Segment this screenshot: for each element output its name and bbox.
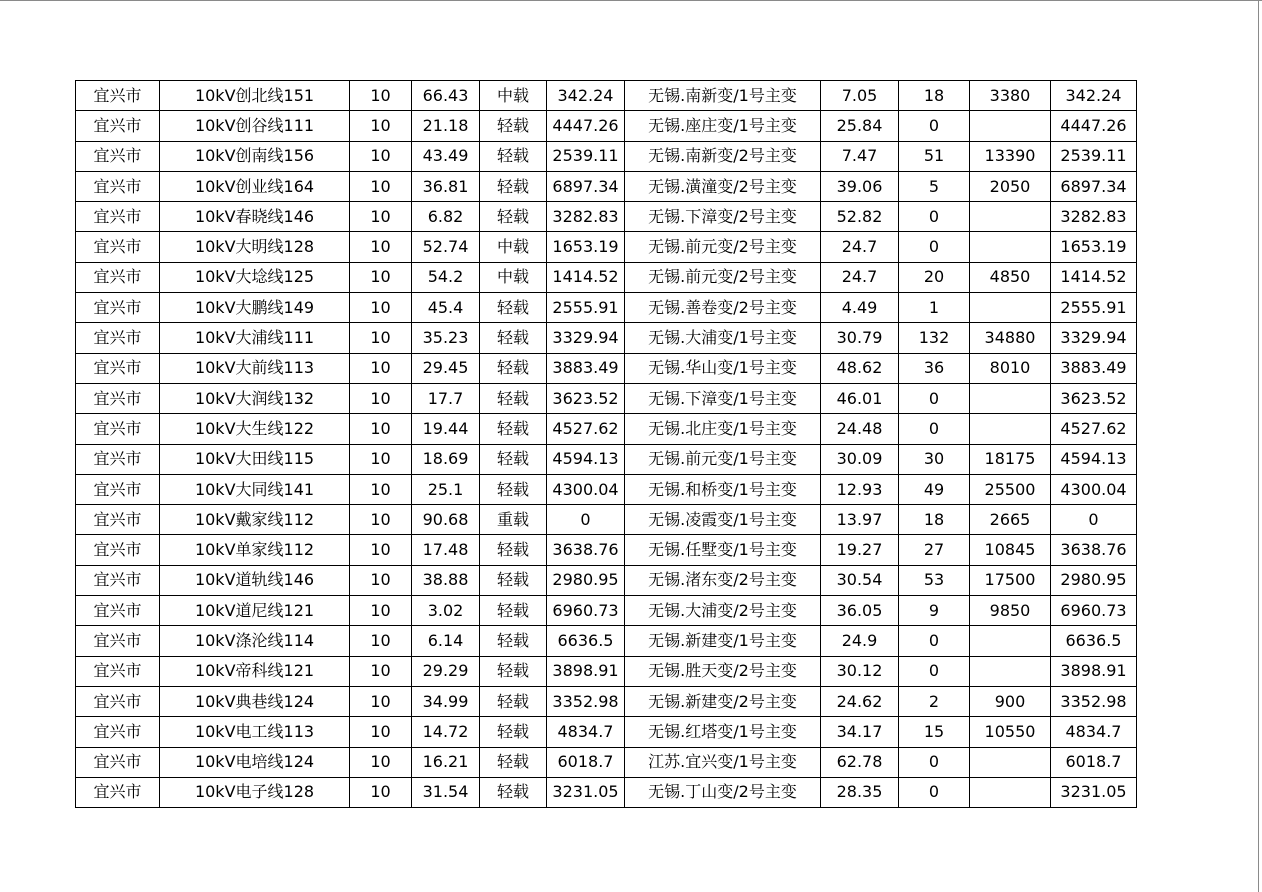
city-cell: 宜兴市 <box>76 777 160 807</box>
substation-rate-cell: 30.09 <box>821 444 899 474</box>
table-row <box>76 232 1137 262</box>
load-status-cell: 中载 <box>480 81 547 111</box>
table-row <box>76 414 1137 444</box>
count-cell: 18 <box>899 81 970 111</box>
substation-rate-cell: 30.54 <box>821 565 899 595</box>
table-row <box>76 111 1137 141</box>
city-cell: 宜兴市 <box>76 414 160 444</box>
substation-rate-cell: 7.05 <box>821 81 899 111</box>
capacity-repeat-cell: 6897.34 <box>1051 171 1137 201</box>
voltage-cell: 10 <box>350 323 412 353</box>
amount-cell: 10845 <box>970 535 1051 565</box>
substation-cell: 无锡.华山变/1号主变 <box>625 353 821 383</box>
amount-cell <box>970 656 1051 686</box>
amount-cell: 34880 <box>970 323 1051 353</box>
table-row <box>76 717 1137 747</box>
substation-rate-cell: 19.27 <box>821 535 899 565</box>
voltage-cell: 10 <box>350 444 412 474</box>
voltage-cell: 10 <box>350 353 412 383</box>
substation-rate-cell: 30.12 <box>821 656 899 686</box>
voltage-cell: 10 <box>350 535 412 565</box>
amount-cell: 17500 <box>970 565 1051 595</box>
capacity-cell: 6636.5 <box>547 626 625 656</box>
line-name-cell: 10kV道尼线121 <box>160 596 350 626</box>
substation-rate-cell: 24.7 <box>821 262 899 292</box>
voltage-cell: 10 <box>350 383 412 413</box>
substation-cell: 无锡.北庄变/1号主变 <box>625 414 821 444</box>
capacity-cell: 4447.26 <box>547 111 625 141</box>
voltage-cell: 10 <box>350 565 412 595</box>
capacity-cell: 2555.91 <box>547 293 625 323</box>
load-rate-cell: 19.44 <box>412 414 480 444</box>
table-row <box>76 626 1137 656</box>
capacity-cell: 3352.98 <box>547 686 625 716</box>
substation-rate-cell: 25.84 <box>821 111 899 141</box>
capacity-cell: 0 <box>547 505 625 535</box>
count-cell: 51 <box>899 141 970 171</box>
capacity-repeat-cell: 3638.76 <box>1051 535 1137 565</box>
load-status-cell: 轻载 <box>480 323 547 353</box>
count-cell: 0 <box>899 414 970 444</box>
load-rate-cell: 29.45 <box>412 353 480 383</box>
amount-cell: 2665 <box>970 505 1051 535</box>
substation-rate-cell: 30.79 <box>821 323 899 353</box>
load-rate-cell: 90.68 <box>412 505 480 535</box>
capacity-repeat-cell: 4447.26 <box>1051 111 1137 141</box>
load-status-cell: 重载 <box>480 505 547 535</box>
substation-rate-cell: 24.62 <box>821 686 899 716</box>
amount-cell <box>970 293 1051 323</box>
load-status-cell: 轻载 <box>480 535 547 565</box>
amount-cell <box>970 202 1051 232</box>
city-cell: 宜兴市 <box>76 293 160 323</box>
city-cell: 宜兴市 <box>76 717 160 747</box>
voltage-cell: 10 <box>350 656 412 686</box>
capacity-cell: 6897.34 <box>547 171 625 201</box>
line-name-cell: 10kV帝科线121 <box>160 656 350 686</box>
table-row <box>76 535 1137 565</box>
capacity-cell: 1414.52 <box>547 262 625 292</box>
amount-cell <box>970 232 1051 262</box>
capacity-cell: 2980.95 <box>547 565 625 595</box>
load-rate-cell: 14.72 <box>412 717 480 747</box>
load-rate-cell: 38.88 <box>412 565 480 595</box>
city-cell: 宜兴市 <box>76 353 160 383</box>
load-status-cell: 轻载 <box>480 565 547 595</box>
load-rate-cell: 6.14 <box>412 626 480 656</box>
substation-cell: 无锡.大浦变/2号主变 <box>625 596 821 626</box>
amount-cell <box>970 414 1051 444</box>
load-rate-cell: 17.48 <box>412 535 480 565</box>
amount-cell <box>970 383 1051 413</box>
substation-rate-cell: 13.97 <box>821 505 899 535</box>
substation-cell: 无锡.前元变/2号主变 <box>625 232 821 262</box>
load-rate-cell: 54.2 <box>412 262 480 292</box>
voltage-cell: 10 <box>350 262 412 292</box>
count-cell: 15 <box>899 717 970 747</box>
capacity-cell: 2539.11 <box>547 141 625 171</box>
substation-cell: 无锡.潢潼变/2号主变 <box>625 171 821 201</box>
table-row <box>76 81 1137 111</box>
table-row <box>76 565 1137 595</box>
line-name-cell: 10kV春晓线146 <box>160 202 350 232</box>
voltage-cell: 10 <box>350 474 412 504</box>
load-status-cell: 轻载 <box>480 444 547 474</box>
capacity-repeat-cell: 342.24 <box>1051 81 1137 111</box>
table-row <box>76 596 1137 626</box>
count-cell: 49 <box>899 474 970 504</box>
capacity-repeat-cell: 3329.94 <box>1051 323 1137 353</box>
table-row <box>76 353 1137 383</box>
city-cell: 宜兴市 <box>76 444 160 474</box>
capacity-repeat-cell: 3898.91 <box>1051 656 1137 686</box>
capacity-cell: 6960.73 <box>547 596 625 626</box>
table-row <box>76 747 1137 777</box>
voltage-cell: 10 <box>350 414 412 444</box>
substation-rate-cell: 24.9 <box>821 626 899 656</box>
line-name-cell: 10kV大埝线125 <box>160 262 350 292</box>
load-rate-cell: 6.82 <box>412 202 480 232</box>
substation-rate-cell: 48.62 <box>821 353 899 383</box>
load-status-cell: 轻载 <box>480 202 547 232</box>
load-rate-cell: 43.49 <box>412 141 480 171</box>
capacity-repeat-cell: 3623.52 <box>1051 383 1137 413</box>
count-cell: 0 <box>899 656 970 686</box>
capacity-repeat-cell: 1653.19 <box>1051 232 1137 262</box>
table-row <box>76 202 1137 232</box>
load-status-cell: 轻载 <box>480 111 547 141</box>
capacity-cell: 342.24 <box>547 81 625 111</box>
substation-cell: 无锡.南新变/1号主变 <box>625 81 821 111</box>
line-name-cell: 10kV涤沦线114 <box>160 626 350 656</box>
load-rate-cell: 34.99 <box>412 686 480 716</box>
capacity-repeat-cell: 3282.83 <box>1051 202 1137 232</box>
amount-cell: 900 <box>970 686 1051 716</box>
line-name-cell: 10kV创谷线111 <box>160 111 350 141</box>
capacity-cell: 3898.91 <box>547 656 625 686</box>
page-top-border <box>0 0 1262 1</box>
amount-cell: 4850 <box>970 262 1051 292</box>
count-cell: 53 <box>899 565 970 595</box>
substation-cell: 无锡.下漳变/1号主变 <box>625 383 821 413</box>
substation-cell: 无锡.下漳变/2号主变 <box>625 202 821 232</box>
line-name-cell: 10kV戴家线112 <box>160 505 350 535</box>
load-status-cell: 轻载 <box>480 777 547 807</box>
substation-cell: 无锡.大浦变/1号主变 <box>625 323 821 353</box>
city-cell: 宜兴市 <box>76 656 160 686</box>
load-status-cell: 轻载 <box>480 656 547 686</box>
amount-cell: 13390 <box>970 141 1051 171</box>
city-cell: 宜兴市 <box>76 383 160 413</box>
voltage-cell: 10 <box>350 596 412 626</box>
count-cell: 0 <box>899 202 970 232</box>
city-cell: 宜兴市 <box>76 626 160 656</box>
count-cell: 30 <box>899 444 970 474</box>
capacity-repeat-cell: 2539.11 <box>1051 141 1137 171</box>
substation-rate-cell: 39.06 <box>821 171 899 201</box>
table-row <box>76 383 1137 413</box>
capacity-repeat-cell: 2980.95 <box>1051 565 1137 595</box>
capacity-repeat-cell: 3231.05 <box>1051 777 1137 807</box>
city-cell: 宜兴市 <box>76 141 160 171</box>
table-row <box>76 141 1137 171</box>
load-rate-cell: 52.74 <box>412 232 480 262</box>
amount-cell: 10550 <box>970 717 1051 747</box>
load-status-cell: 轻载 <box>480 474 547 504</box>
city-cell: 宜兴市 <box>76 323 160 353</box>
voltage-cell: 10 <box>350 505 412 535</box>
city-cell: 宜兴市 <box>76 474 160 504</box>
amount-cell <box>970 111 1051 141</box>
voltage-cell: 10 <box>350 686 412 716</box>
table-row <box>76 262 1137 292</box>
line-name-cell: 10kV大浦线111 <box>160 323 350 353</box>
city-cell: 宜兴市 <box>76 505 160 535</box>
count-cell: 27 <box>899 535 970 565</box>
capacity-cell: 3282.83 <box>547 202 625 232</box>
voltage-cell: 10 <box>350 111 412 141</box>
page-right-border <box>1258 0 1259 892</box>
substation-cell: 无锡.任墅变/1号主变 <box>625 535 821 565</box>
voltage-cell: 10 <box>350 81 412 111</box>
count-cell: 36 <box>899 353 970 383</box>
capacity-repeat-cell: 4300.04 <box>1051 474 1137 504</box>
load-status-cell: 轻载 <box>480 686 547 716</box>
line-name-cell: 10kV单家线112 <box>160 535 350 565</box>
line-name-cell: 10kV创南线156 <box>160 141 350 171</box>
load-status-cell: 轻载 <box>480 293 547 323</box>
count-cell: 18 <box>899 505 970 535</box>
substation-cell: 无锡.渚东变/2号主变 <box>625 565 821 595</box>
substation-rate-cell: 4.49 <box>821 293 899 323</box>
load-rate-cell: 17.7 <box>412 383 480 413</box>
substation-rate-cell: 28.35 <box>821 777 899 807</box>
load-status-cell: 中载 <box>480 232 547 262</box>
city-cell: 宜兴市 <box>76 596 160 626</box>
voltage-cell: 10 <box>350 232 412 262</box>
line-name-cell: 10kV创业线164 <box>160 171 350 201</box>
load-status-cell: 轻载 <box>480 383 547 413</box>
capacity-repeat-cell: 6018.7 <box>1051 747 1137 777</box>
substation-cell: 无锡.和桥变/1号主变 <box>625 474 821 504</box>
line-name-cell: 10kV大田线115 <box>160 444 350 474</box>
capacity-cell: 3638.76 <box>547 535 625 565</box>
capacity-repeat-cell: 6636.5 <box>1051 626 1137 656</box>
line-name-cell: 10kV典巷线124 <box>160 686 350 716</box>
city-cell: 宜兴市 <box>76 262 160 292</box>
count-cell: 0 <box>899 747 970 777</box>
load-status-cell: 中载 <box>480 262 547 292</box>
load-status-cell: 轻载 <box>480 353 547 383</box>
capacity-cell: 4527.62 <box>547 414 625 444</box>
amount-cell: 8010 <box>970 353 1051 383</box>
table-row <box>76 777 1137 807</box>
substation-cell: 无锡.红塔变/1号主变 <box>625 717 821 747</box>
line-name-cell: 10kV大润线132 <box>160 383 350 413</box>
substation-rate-cell: 46.01 <box>821 383 899 413</box>
load-status-cell: 轻载 <box>480 141 547 171</box>
load-rate-cell: 25.1 <box>412 474 480 504</box>
line-name-cell: 10kV大明线128 <box>160 232 350 262</box>
table-row <box>76 444 1137 474</box>
voltage-cell: 10 <box>350 202 412 232</box>
line-name-cell: 10kV道轨线146 <box>160 565 350 595</box>
city-cell: 宜兴市 <box>76 202 160 232</box>
city-cell: 宜兴市 <box>76 686 160 716</box>
load-rate-cell: 3.02 <box>412 596 480 626</box>
substation-cell: 无锡.丁山变/2号主变 <box>625 777 821 807</box>
capacity-repeat-cell: 4527.62 <box>1051 414 1137 444</box>
capacity-cell: 3329.94 <box>547 323 625 353</box>
load-status-cell: 轻载 <box>480 414 547 444</box>
load-rate-cell: 31.54 <box>412 777 480 807</box>
count-cell: 5 <box>899 171 970 201</box>
load-rate-cell: 35.23 <box>412 323 480 353</box>
voltage-cell: 10 <box>350 171 412 201</box>
count-cell: 0 <box>899 383 970 413</box>
substation-rate-cell: 24.7 <box>821 232 899 262</box>
city-cell: 宜兴市 <box>76 111 160 141</box>
substation-cell: 无锡.前元变/2号主变 <box>625 262 821 292</box>
capacity-repeat-cell: 0 <box>1051 505 1137 535</box>
voltage-cell: 10 <box>350 747 412 777</box>
line-name-cell: 10kV电培线124 <box>160 747 350 777</box>
count-cell: 20 <box>899 262 970 292</box>
substation-rate-cell: 34.17 <box>821 717 899 747</box>
table-row <box>76 686 1137 716</box>
load-rate-cell: 36.81 <box>412 171 480 201</box>
count-cell: 9 <box>899 596 970 626</box>
capacity-repeat-cell: 6960.73 <box>1051 596 1137 626</box>
substation-cell: 无锡.南新变/2号主变 <box>625 141 821 171</box>
substation-cell: 无锡.新建变/1号主变 <box>625 626 821 656</box>
amount-cell: 25500 <box>970 474 1051 504</box>
substation-cell: 无锡.前元变/1号主变 <box>625 444 821 474</box>
substation-cell: 无锡.凌霞变/1号主变 <box>625 505 821 535</box>
amount-cell <box>970 747 1051 777</box>
substation-rate-cell: 52.82 <box>821 202 899 232</box>
capacity-cell: 4834.7 <box>547 717 625 747</box>
capacity-cell: 4594.13 <box>547 444 625 474</box>
substation-cell: 无锡.新建变/2号主变 <box>625 686 821 716</box>
capacity-cell: 1653.19 <box>547 232 625 262</box>
count-cell: 132 <box>899 323 970 353</box>
capacity-cell: 3623.52 <box>547 383 625 413</box>
line-name-cell: 10kV大同线141 <box>160 474 350 504</box>
substation-cell: 无锡.善卷变/2号主变 <box>625 293 821 323</box>
line-name-cell: 10kV大生线122 <box>160 414 350 444</box>
table-row <box>76 474 1137 504</box>
load-status-cell: 轻载 <box>480 171 547 201</box>
substation-rate-cell: 62.78 <box>821 747 899 777</box>
count-cell: 0 <box>899 111 970 141</box>
capacity-cell: 4300.04 <box>547 474 625 504</box>
substation-cell: 江苏.宜兴变/1号主变 <box>625 747 821 777</box>
amount-cell: 3380 <box>970 81 1051 111</box>
capacity-cell: 6018.7 <box>547 747 625 777</box>
capacity-repeat-cell: 3883.49 <box>1051 353 1137 383</box>
count-cell: 0 <box>899 777 970 807</box>
load-rate-cell: 45.4 <box>412 293 480 323</box>
substation-rate-cell: 36.05 <box>821 596 899 626</box>
voltage-cell: 10 <box>350 626 412 656</box>
load-rate-cell: 66.43 <box>412 81 480 111</box>
amount-cell: 9850 <box>970 596 1051 626</box>
count-cell: 1 <box>899 293 970 323</box>
substation-rate-cell: 24.48 <box>821 414 899 444</box>
line-name-cell: 10kV大鹏线149 <box>160 293 350 323</box>
voltage-cell: 10 <box>350 717 412 747</box>
line-name-cell: 10kV创北线151 <box>160 81 350 111</box>
table-body <box>76 81 1137 808</box>
substation-cell: 无锡.座庄变/1号主变 <box>625 111 821 141</box>
capacity-repeat-cell: 4834.7 <box>1051 717 1137 747</box>
capacity-repeat-cell: 1414.52 <box>1051 262 1137 292</box>
city-cell: 宜兴市 <box>76 81 160 111</box>
table-row <box>76 323 1137 353</box>
table-row <box>76 656 1137 686</box>
substation-rate-cell: 12.93 <box>821 474 899 504</box>
load-rate-cell: 18.69 <box>412 444 480 474</box>
line-name-cell: 10kV电子线128 <box>160 777 350 807</box>
city-cell: 宜兴市 <box>76 535 160 565</box>
load-status-cell: 轻载 <box>480 626 547 656</box>
count-cell: 2 <box>899 686 970 716</box>
load-status-cell: 轻载 <box>480 717 547 747</box>
voltage-cell: 10 <box>350 777 412 807</box>
table-row <box>76 505 1137 535</box>
substation-rate-cell: 7.47 <box>821 141 899 171</box>
capacity-repeat-cell: 3352.98 <box>1051 686 1137 716</box>
capacity-repeat-cell: 4594.13 <box>1051 444 1137 474</box>
city-cell: 宜兴市 <box>76 747 160 777</box>
substation-cell: 无锡.胜天变/2号主变 <box>625 656 821 686</box>
load-status-cell: 轻载 <box>480 596 547 626</box>
voltage-cell: 10 <box>350 293 412 323</box>
feeder-load-table <box>75 80 1137 808</box>
capacity-cell: 3883.49 <box>547 353 625 383</box>
table-row <box>76 293 1137 323</box>
capacity-cell: 3231.05 <box>547 777 625 807</box>
load-rate-cell: 21.18 <box>412 111 480 141</box>
count-cell: 0 <box>899 626 970 656</box>
city-cell: 宜兴市 <box>76 565 160 595</box>
table-row <box>76 171 1137 201</box>
amount-cell <box>970 777 1051 807</box>
amount-cell: 18175 <box>970 444 1051 474</box>
voltage-cell: 10 <box>350 141 412 171</box>
load-rate-cell: 29.29 <box>412 656 480 686</box>
capacity-repeat-cell: 2555.91 <box>1051 293 1137 323</box>
line-name-cell: 10kV大前线113 <box>160 353 350 383</box>
load-rate-cell: 16.21 <box>412 747 480 777</box>
amount-cell <box>970 626 1051 656</box>
amount-cell: 2050 <box>970 171 1051 201</box>
count-cell: 0 <box>899 232 970 262</box>
line-name-cell: 10kV电工线113 <box>160 717 350 747</box>
city-cell: 宜兴市 <box>76 171 160 201</box>
city-cell: 宜兴市 <box>76 232 160 262</box>
load-status-cell: 轻载 <box>480 747 547 777</box>
